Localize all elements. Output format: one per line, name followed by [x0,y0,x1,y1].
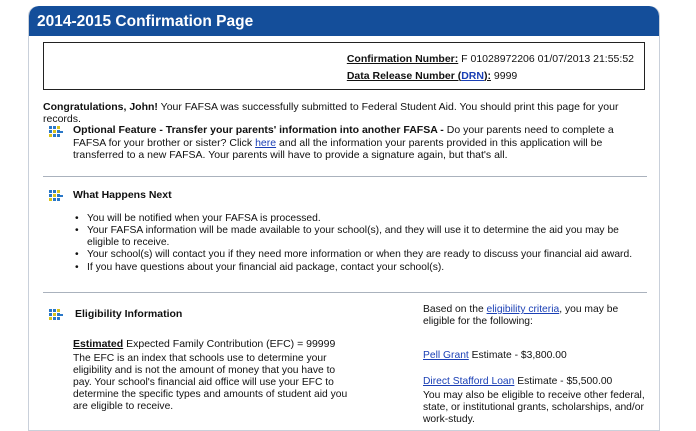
divider [43,292,647,293]
divider [43,176,647,177]
pell-grant-link[interactable]: Pell Grant [423,350,469,361]
optional-feature-text [73,124,647,162]
efc-heading [73,338,335,350]
stafford-loan-link[interactable]: Direct Stafford Loan [423,376,515,387]
confirmation-box [43,42,645,90]
drn-label-prefix: Data Release Number ( [346,70,462,82]
next-steps-list [73,213,647,274]
confirmation-number-value: F 01028972206 01/07/2013 21:55:52 [461,53,634,65]
list-item: • If you have questions about your financial aid package, contact your school(s). [73,262,647,274]
drn-link[interactable]: DRN [461,70,484,82]
other-aid-note: You may also be eligible to receive other federal, state, or institutional grants, scholarships, and/or work-study. [423,390,645,425]
page-title: 2014-2015 Confirmation Page [37,13,254,30]
confirmation-page [28,6,660,431]
transfer-here-link[interactable]: here [255,136,277,149]
efc-description: The EFC is an index that schools use to determine your eligibility and is not the amount of money that you have to pay. Your school's financial aid office will use your EFC to determine the specific types and amounts of student aid you are eligible to receive. [73,353,348,412]
section-bullet-icon [49,309,63,321]
list-item: • Your FAFSA information will be made available to your school(s), and they will use it to determine the aid you may be eligible to receive. [73,225,647,249]
section-bullet-icon [49,126,63,138]
list-item: • Your school(s) will contact you if they need more information or when they are ready to discuss your financial aid award. [73,249,647,261]
section-bullet-icon [49,190,63,202]
drn-value: 9999 [493,70,518,82]
criteria-text-part1: Based on the [423,304,487,315]
eligibility-criteria-link[interactable]: eligibility criteria [486,304,560,315]
criteria-text-part2: , you may be eligible for the following: [423,304,619,327]
confirmation-number-row [347,51,634,68]
section-title: What Happens Next [73,189,172,201]
confirmation-number-label: Confirmation Number: [346,53,459,65]
optional-feature-title: Optional Feature - Transfer your parents' information into another FAFSA - [73,124,444,136]
congrats-greeting: Congratulations, John! [43,101,158,113]
drn-label-suffix: ): [483,70,491,82]
confirmation-details [347,51,634,85]
stafford-loan-estimate: Estimate - $5,500.00 [514,376,613,387]
optional-text-part1: Do your parents need to complete a FAFSA for your brother or sister? Click [73,124,614,149]
pell-grant-row [423,350,567,361]
pell-grant-estimate: Estimate - $3,800.00 [468,350,567,361]
drn-row [347,68,634,85]
eligibility-criteria-text [423,304,653,328]
optional-text-part2: and all the information your parents provided in this application will be transferred to a new FAFSA. Your parents will have to provide a signature again, but that's all. [73,136,603,161]
page-header [29,6,659,36]
section-title: Eligibility Information [75,308,183,320]
congrats-text: Your FAFSA was successfully submitted to Federal Student Aid. You should print this page for your records. [43,101,619,125]
efc-value-label: Expected Family Contribution (EFC) = 99999 [123,338,336,350]
stafford-loan-row [423,376,612,387]
congrats-message [43,101,653,125]
efc-estimated-label: Estimated [73,338,124,350]
list-item: • You will be notified when your FAFSA is processed. [73,213,647,225]
